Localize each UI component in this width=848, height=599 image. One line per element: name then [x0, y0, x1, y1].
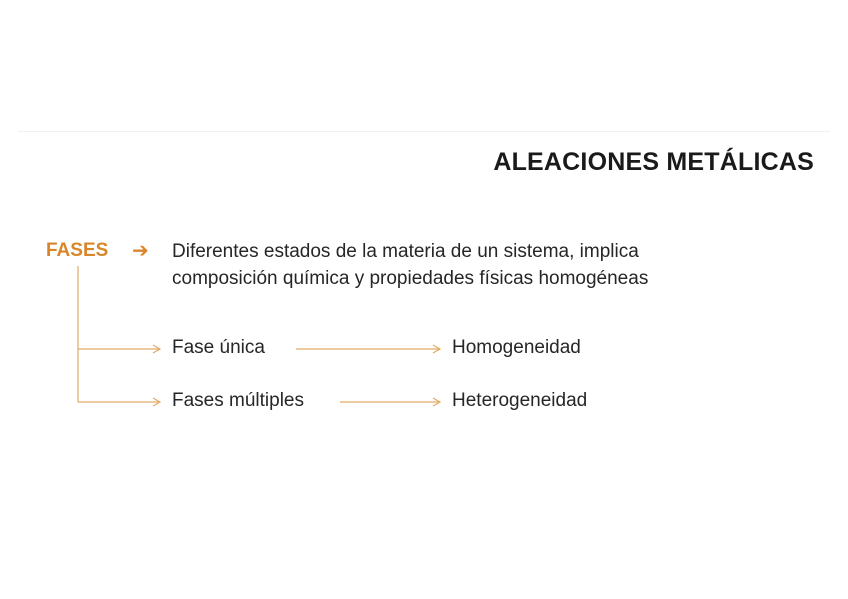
branch-label-single-phase: Fase única	[172, 337, 265, 358]
branch-label-multiple-phases: Fases múltiples	[172, 390, 304, 411]
term-label: FASES	[46, 240, 109, 261]
definition-line-1: Diferentes estados de la materia de un sistema, implica	[172, 241, 639, 262]
definition-line-2: composición química y propiedades físicas homogéneas	[172, 268, 649, 289]
page-title: ALEACIONES METÁLICAS	[493, 148, 814, 176]
branch-result-homogeneity: Homogeneidad	[452, 337, 581, 358]
branch-result-heterogeneity: Heterogeneidad	[452, 390, 588, 411]
right-arrow-icon: ➔	[132, 240, 149, 262]
